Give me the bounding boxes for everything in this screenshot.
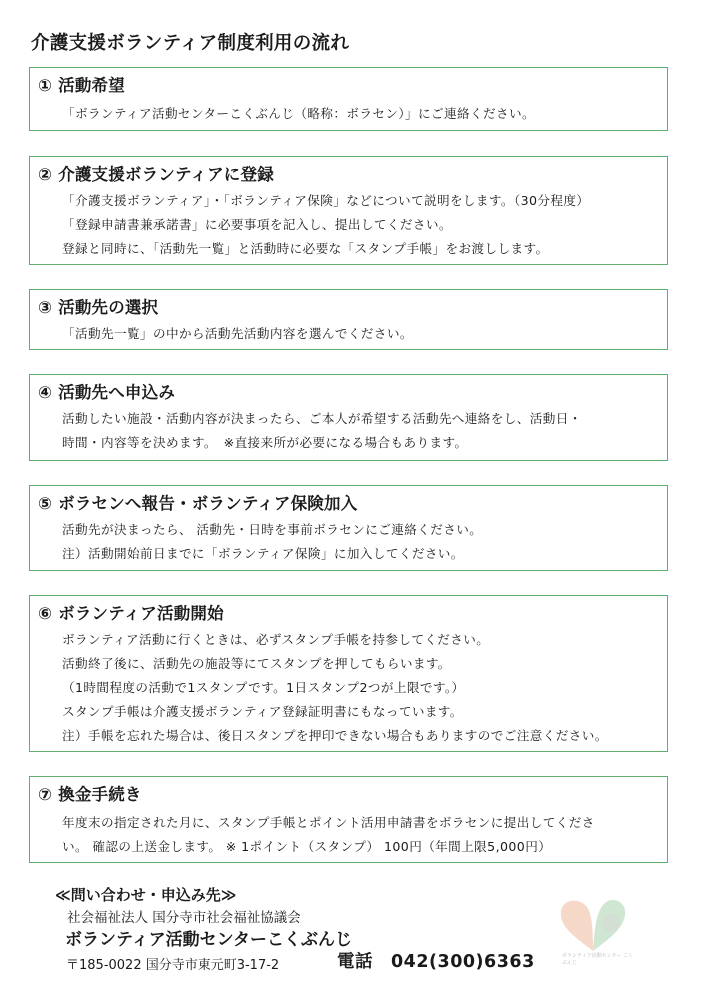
- step-box-2: [29, 156, 668, 265]
- step-text: 活動終了後に、活動先の施設等にてスタンプを押してもらいます。: [62, 656, 451, 671]
- heart-logo-icon: [553, 893, 633, 955]
- step-text: 注）手帳を忘れた場合は、後日スタンプを押印できない場合もありますのでご注意ください。: [62, 728, 608, 743]
- step-box-6: [29, 595, 668, 752]
- contact-organization: 社会福祉法人 国分寺市社会福祉協議会: [67, 910, 301, 926]
- step-title: ⑤ ボラセンへ報告・ボランティア保険加入: [38, 494, 358, 513]
- step-box-5: [29, 485, 668, 571]
- step-title: ③ 活動先の選択: [38, 298, 159, 317]
- step-title: ② 介護支援ボランティアに登録: [38, 165, 274, 184]
- contact-heading: ≪問い合わせ・申込み先≫: [55, 886, 237, 904]
- step-text: い。 確認の上送金します。 ※ 1ポイント（スタンプ） 100円（年間上限5,000円）: [62, 839, 552, 854]
- contact-center-name: ボランティア活動センターこくぶんじ: [65, 930, 352, 950]
- step-text: 時間・内容等を決めます。 ※直接来所が必要になる場合もあります。: [62, 435, 468, 450]
- step-text: 「登録申請書兼承諾書」に必要事項を記入し、提出してください。: [62, 217, 452, 232]
- step-text: 活動先が決まったら、 活動先・日時を事前ボラセンにご連絡ください。: [62, 522, 483, 537]
- step-box-4: [29, 374, 668, 461]
- step-text: 年度末の指定された月に、スタンプ手帳とポイント活用申請書をボラセンに提出してくださ: [62, 815, 595, 830]
- step-title: ① 活動希望: [38, 76, 125, 95]
- step-text: 「ボランティア活動センターこくぶんじ（略称：ボラセン）」にご連絡ください。: [62, 106, 535, 121]
- logo-caption: ボランティア活動センター こくぶんじ: [562, 953, 633, 966]
- step-text: （1時間程度の活動で1スタンプです。1日スタンプ2つが上限です。）: [62, 680, 465, 695]
- step-text: 活動したい施設・活動内容が決まったら、ご本人が希望する活動先へ連絡をし、活動日・: [62, 411, 582, 426]
- step-title: ⑥ ボランティア活動開始: [38, 604, 224, 623]
- step-text: スタンプ手帳は介護支援ボランティア登録証明書にもなっています。: [62, 704, 463, 719]
- contact-phone: 電話 042(300)6363: [337, 952, 535, 972]
- step-text: 「活動先一覧」の中から活動先活動内容を選んでください。: [62, 326, 413, 341]
- step-text: ボランティア活動に行くときは、必ずスタンプ手帳を持参してください。: [62, 632, 490, 647]
- step-box-1: [29, 67, 668, 131]
- step-title: ④ 活動先へ申込み: [38, 383, 176, 402]
- step-text: 登録と同時に、「活動先一覧」と活動時に必要な「スタンプ手帳」をお渡しします。: [62, 241, 549, 256]
- step-text: 「介護支援ボランティア」・「ボランティア保険」などについて説明をします。（30分程度）: [62, 193, 590, 208]
- step-title: ⑦ 換金手続き: [38, 785, 142, 804]
- step-box-3: [29, 289, 668, 350]
- step-box-7: [29, 776, 668, 863]
- page-title: 介護支援ボランティア制度利用の流れ: [31, 33, 350, 54]
- step-text: 注）活動開始前日までに「ボランティア保険」に加入してください。: [62, 546, 464, 561]
- contact-address: 〒185-0022 国分寺市東元町3-17-2: [66, 958, 280, 973]
